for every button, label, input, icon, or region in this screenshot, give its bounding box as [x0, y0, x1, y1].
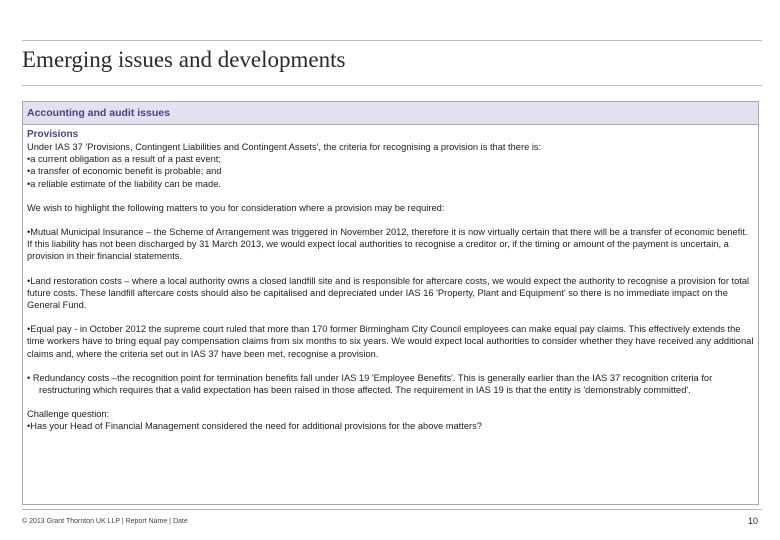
footer-rule [22, 509, 762, 510]
subheading: Provisions [27, 129, 79, 140]
footer-text: © 2013 Grant Thornton UK LLP | Report Name | Date [22, 518, 188, 525]
page-number: 10 [747, 516, 758, 526]
box-header: Accounting and audit issues [23, 102, 758, 125]
criteria-item: •a current obligation as a result of a past event; [27, 154, 221, 165]
matter-item: • Redundancy costs –the recognition point for termination benefits fall under IAS 19 'Employee Benefits'. This is generally earlier than the IAS 37 recognition criteria for restructuring which requires that a valid expectation has been raised in those affected. The requirement in IAS 19 is that the entity is 'demonstrably committed'. [27, 372, 713, 396]
top-rule [22, 40, 762, 41]
challenge-text: •Has your Head of Financial Management considered the need for additional provisions for the above matters? [27, 421, 482, 432]
highlight-text: We wish to highlight the following matters to you for consideration where a provision may be required: [27, 202, 445, 213]
title-rule [22, 85, 762, 86]
box-body [23, 125, 758, 433]
matter-item: •Land restoration costs – where a local authority owns a closed landfill site and is responsible for aftercare costs, we would expect the authority to recognise a provision for total future costs. These landfill aftercare costs should also be capitalised and depreciated under IAS 16 'Property, Plant and Equipment' so there is no immediate impact on the General Fund. [27, 275, 750, 311]
challenge-label: Challenge question: [27, 409, 110, 420]
matter-item: •Mutual Municipal Insurance – the Scheme of Arrangement was triggered in November 2012, therefore it is now virtually certain that there will be a transfer of economic benefit. If this liability has not been discharged by 31 March 2013, we would expect local authorities to recognise a creditor or, if the timing or amount of the payment is uncertain, a provision in their financial statements. [27, 227, 748, 262]
page-title: Emerging issues and developments [22, 47, 346, 72]
criteria-item: •a reliable estimate of the liability can be made. [27, 178, 221, 189]
criteria-item: •a transfer of economic benefit is probable; and [27, 166, 222, 177]
content-box [22, 101, 759, 505]
matter-item: •Equal pay - in October 2012 the supreme court ruled that more than 170 former Birmingham City Council employees can make equal pay claims. This effectively extends the time workers have to bring equal pay compensation claims from six months to six years. We would expect local authorities to consider whether they have received any additional claims and, where the criteria set out in IAS 37 have been met, recognise a provision. [27, 324, 754, 359]
intro-text: Under IAS 37 'Provisions, Contingent Liabilities and Contingent Assets', the criteria for recognising a provision is that there is: [27, 142, 542, 152]
